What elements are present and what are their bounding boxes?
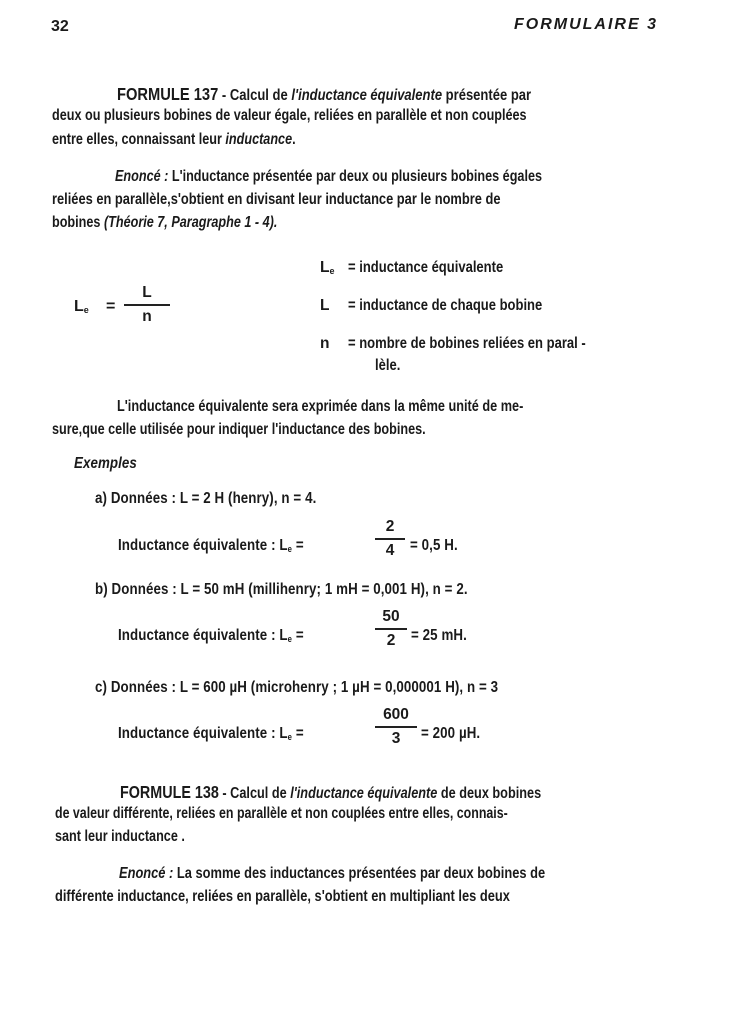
result-subscript: e — [287, 544, 293, 554]
paragraph-text: deux ou plusieurs bobines de valeur égale, reliées en parallèle et non couplées — [52, 107, 527, 124]
paragraph-text: de valeur différente, reliées en parallèle et non couplées entre elles, connais- — [55, 805, 508, 822]
formule-137-title: l'inductance équivalente — [291, 87, 443, 104]
definition-symbol — [320, 335, 348, 353]
paragraph-text: reliées en parallèle,s'obtient en divisant leur inductance par le nombre de — [52, 191, 501, 208]
enonce-label: Enoncé : — [115, 168, 169, 185]
reference: (Théorie 7, Paragraphe 1 - 4). — [103, 214, 278, 231]
page-number: 32 — [51, 18, 69, 35]
paragraph-text: sant leur inductance . — [55, 828, 185, 845]
result-label: Inductance équivalente : L — [118, 537, 288, 554]
example-b-data — [95, 581, 528, 599]
enonce-label: Enoncé : — [119, 865, 174, 882]
enonce-137-line3 — [52, 214, 742, 232]
formule-138-label: FORMULE 138 — [120, 782, 219, 802]
paragraph-text: entre elles, connaissant leur — [52, 131, 226, 148]
formula-lhs — [74, 298, 89, 316]
example-data: b) Données : L = 50 mH (millihenry; 1 mH = 0,001 H), n = 2. — [95, 581, 468, 598]
lhs-symbol: L — [74, 298, 84, 315]
result-subscript: e — [287, 634, 293, 644]
fraction-bar — [375, 628, 407, 630]
examples-heading: Exemples — [74, 455, 137, 472]
italic-term: inductance — [225, 131, 293, 148]
example-a-result — [118, 537, 334, 555]
fraction-denominator: 4 — [385, 541, 395, 559]
example-data: c) Données : L = 600 µH (microhenry ; 1 µH = 0,000001 H), n = 3 — [95, 679, 499, 696]
fraction-bar — [375, 538, 405, 540]
result-equals: = — [292, 537, 304, 554]
definition-symbol — [320, 297, 348, 315]
formule-137-line2 — [52, 107, 742, 125]
paragraph-text: L'inductance présentée par deux ou plusieurs bobines égales — [168, 168, 543, 185]
enonce-137-line1 — [115, 168, 742, 186]
result-value: = 0,5 H. — [410, 537, 458, 554]
result-subscript: e — [287, 732, 293, 742]
fraction-numerator: 2 — [385, 518, 395, 535]
example-data: a) Données : L = 2 H (henry), n = 4. — [95, 490, 317, 507]
paragraph-text: sure,que celle utilisée pour indiquer l'inductance des bobines. — [52, 421, 426, 438]
note-line2 — [52, 421, 742, 439]
example-c-value — [421, 725, 490, 743]
result-equals: = — [292, 627, 304, 644]
formula-equals: = — [106, 298, 116, 315]
fraction-numerator: 600 — [383, 706, 409, 723]
heading-sep: - Calcul de — [218, 87, 292, 104]
fraction-bar — [124, 304, 170, 306]
definition-text: = inductance de chaque bobine — [348, 297, 543, 314]
lhs-subscript: e — [83, 305, 89, 315]
formule-137-heading — [117, 84, 742, 105]
paragraph-text: différente inductance, reliées en parallèle, s'obtient en multipliant les deux — [55, 888, 510, 905]
result-label: Inductance équivalente : L — [118, 627, 288, 644]
formule-137-line3 — [52, 131, 742, 149]
formula-fraction — [124, 284, 170, 326]
example-c-fraction — [375, 706, 417, 748]
heading-rest: de deux bobines — [437, 785, 542, 802]
example-c-result — [118, 725, 334, 743]
example-c-data — [95, 679, 564, 697]
formule-138-title: l'inductance équivalente — [290, 785, 438, 802]
definition-text: = inductance équivalente — [348, 259, 504, 276]
formule-137-label: FORMULE 137 — [117, 84, 219, 104]
enonce-138-line2 — [55, 888, 742, 906]
definition-row — [320, 259, 533, 277]
running-title: FORMULAIRE 3 — [514, 16, 658, 33]
example-a-value — [410, 537, 466, 555]
example-a-fraction — [375, 518, 405, 560]
definition-row — [320, 335, 631, 353]
symbol-text: n — [320, 335, 330, 352]
examples-title — [74, 455, 147, 473]
example-b-fraction — [375, 608, 407, 650]
paragraph-text: bobines — [52, 214, 104, 231]
fraction-numerator: 50 — [382, 608, 400, 625]
definition-row — [320, 297, 579, 315]
enonce-137-line2 — [52, 191, 742, 209]
formule-138-heading — [120, 782, 742, 803]
fraction-numerator: L — [142, 284, 152, 301]
heading-sep: - Calcul de — [218, 785, 291, 802]
fraction-denominator: n — [142, 307, 152, 325]
formule-138-line3 — [55, 828, 742, 846]
heading-rest: présentée par — [442, 87, 532, 104]
example-a-data — [95, 490, 352, 508]
symbol-subscript: e — [329, 266, 335, 276]
result-equals: = — [292, 725, 304, 742]
note-line1 — [117, 398, 742, 416]
definition-continuation — [375, 357, 405, 375]
fraction-bar — [375, 726, 417, 728]
symbol-text: L — [320, 259, 330, 276]
formule-138-line2 — [55, 805, 742, 823]
definition-text: = nombre de bobines reliées en paral - — [348, 335, 586, 352]
result-label: Inductance équivalente : L — [118, 725, 288, 742]
result-value: = 25 mH. — [411, 627, 467, 644]
fraction-denominator: 3 — [391, 729, 401, 747]
definition-text: lèle. — [375, 357, 401, 374]
example-b-result — [118, 627, 334, 645]
enonce-138-line1 — [119, 865, 742, 883]
example-b-value — [411, 627, 476, 645]
result-value: = 200 µH. — [421, 725, 481, 742]
fraction-denominator: 2 — [386, 631, 396, 649]
paragraph-text: L'inductance équivalente sera exprimée dans la même unité de me- — [117, 398, 524, 415]
paragraph-text: . — [292, 131, 296, 148]
definition-symbol — [320, 259, 348, 277]
symbol-text: L — [320, 297, 330, 314]
paragraph-text: La somme des inductances présentées par deux bobines de — [173, 865, 546, 882]
